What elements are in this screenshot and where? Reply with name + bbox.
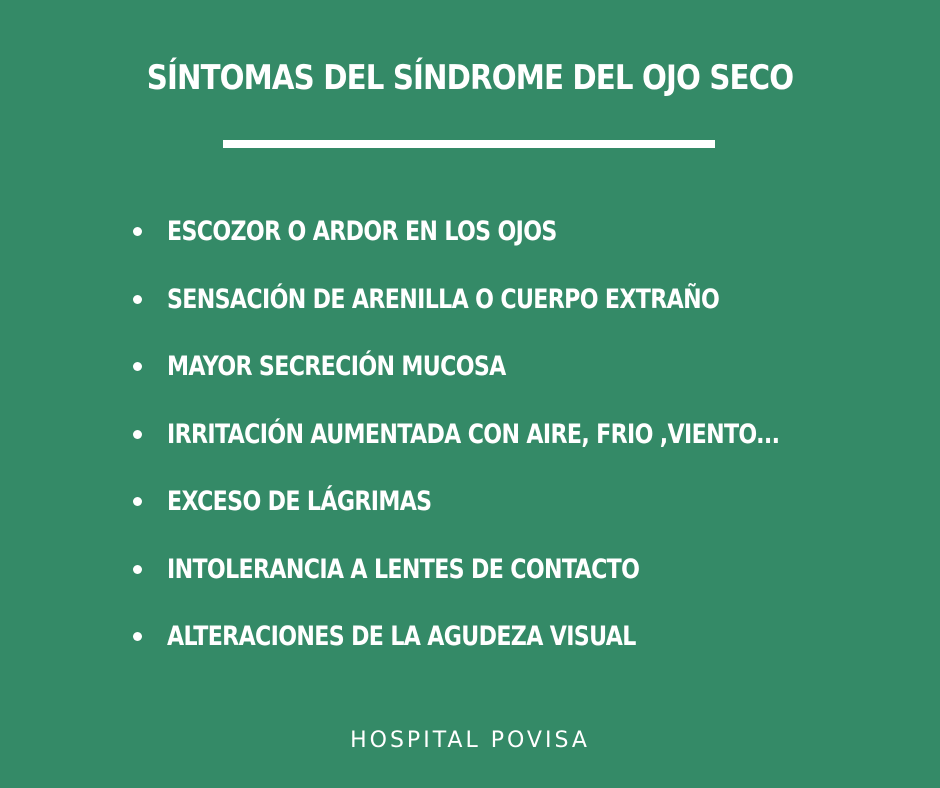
bullet-icon — [133, 565, 142, 574]
bullet-icon — [133, 227, 142, 236]
bullet-icon — [133, 497, 142, 506]
symptom-label: ALTERACIONES DE LA AGUDEZA VISUAL — [167, 621, 636, 653]
bullet-icon — [133, 632, 142, 641]
list-item — [130, 401, 914, 469]
title-divider — [223, 140, 715, 148]
footer-brand: HOSPITAL POVISA — [350, 728, 590, 753]
bullet-icon — [133, 362, 142, 371]
symptom-list — [130, 198, 914, 671]
list-item — [130, 468, 914, 536]
symptom-label: EXCESO DE LÁGRIMAS — [167, 486, 432, 518]
list-item — [130, 333, 914, 401]
symptom-label: MAYOR SECRECIÓN MUCOSA — [167, 351, 506, 383]
list-item — [130, 536, 914, 604]
bullet-icon — [133, 430, 142, 439]
symptom-label: IRRITACIÓN AUMENTADA CON AIRE, FRIO ,VIENTO... — [167, 418, 780, 450]
page-title: SÍNTOMAS DEL SÍNDROME DEL OJO SECO — [146, 58, 794, 98]
list-item — [130, 266, 914, 334]
symptom-label: INTOLERANCIA A LENTES DE CONTACTO — [167, 553, 640, 585]
list-item — [130, 603, 914, 671]
symptom-label: SENSACIÓN DE ARENILLA O CUERPO EXTRAÑO — [167, 283, 720, 315]
symptom-label: ESCOZOR O ARDOR EN LOS OJOS — [167, 216, 557, 248]
bullet-icon — [133, 295, 142, 304]
list-item — [130, 198, 914, 266]
